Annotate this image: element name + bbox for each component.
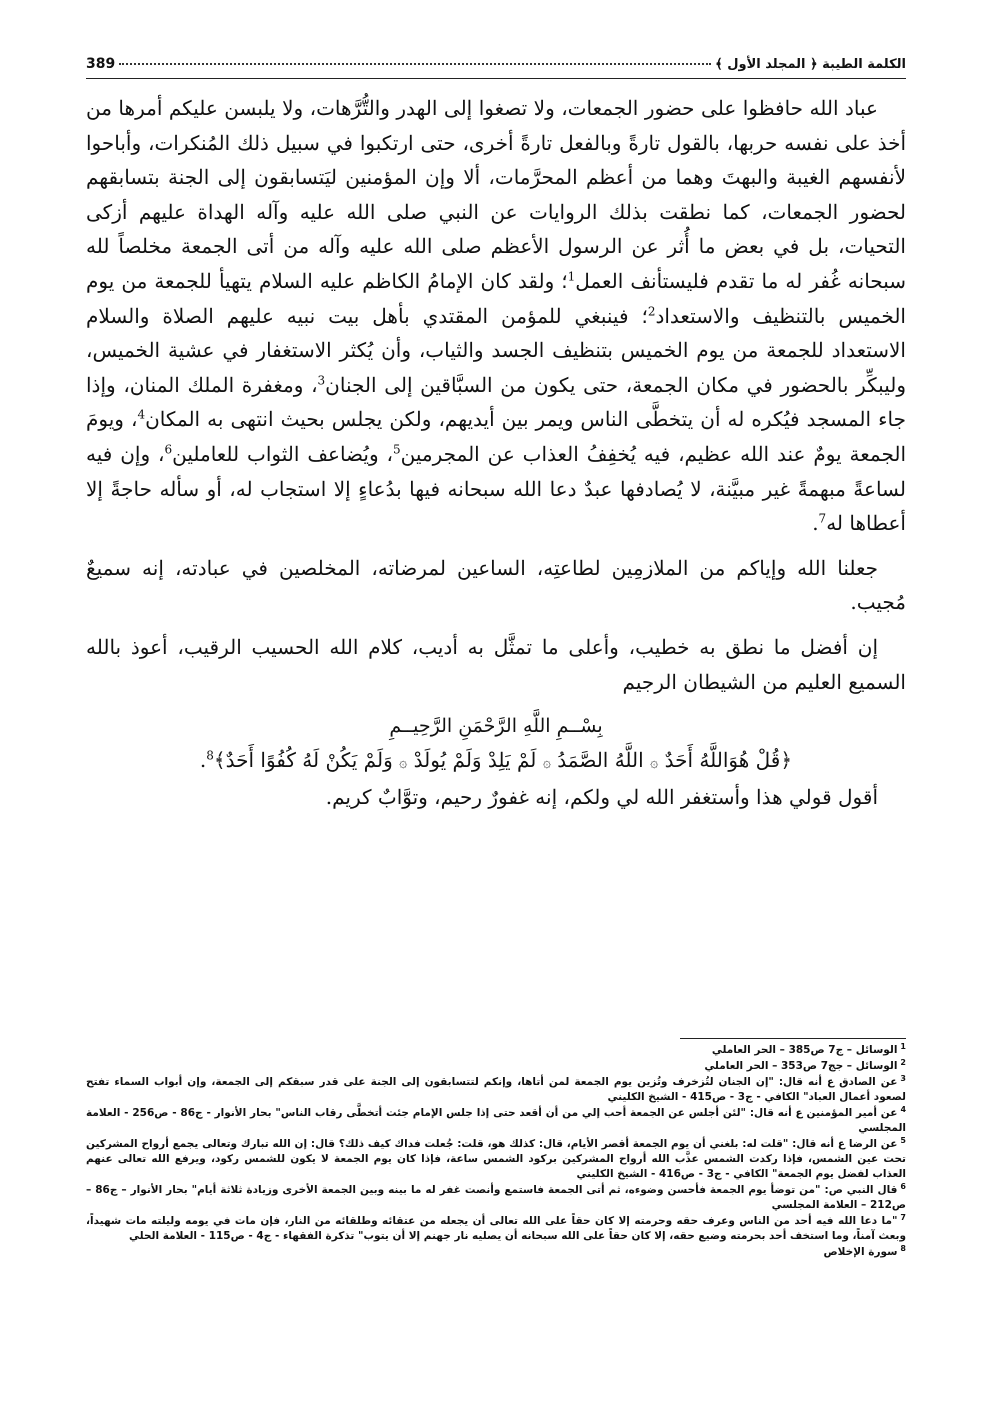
footnote-ref[interactable]: 8 [206,748,214,763]
verse-end: . [199,748,207,773]
text-run: ؛ ولقد كان الإمامُ الكاظم عليه السلام يتهيأ للجمعة من يوم الخميس بالتنظيف والاستعداد [86,268,906,328]
footnote-ref[interactable]: 4 [137,407,146,422]
footnote-number: 6 [900,1181,906,1191]
quran-block [86,709,906,780]
footnote-text: قال النبي ص: "من توضأ يوم الجمعة فأحسن وضوءه، ثم أتى الجمعة فاستمع وأنصت غفر له ما بينه وبين الجمعة الأخرى وزيادة ثلاثة أيام" بحار الأنوار – ج86 – ص212 – العلامة المجلسي [86,1184,906,1211]
footnote-ref[interactable]: 3 [317,373,326,388]
text-run: ، ويُضاعف الثواب للعاملين [172,441,393,466]
footnote-ref[interactable]: 6 [164,442,173,457]
paragraph-closing: أقول قولي هذا وأستغفر الله لي ولكم، إنه غفورٌ رحيم، وتوَّابٌ كريم. [325,785,878,810]
book-title: الكلمة الطيبة ﴿ المجلد الأول ﴾ [715,57,906,72]
footnote-item [86,1059,906,1074]
footnote-number: 3 [900,1073,906,1083]
ayah-separator-icon: ۞ [399,755,408,772]
footnote-ref[interactable]: 5 [392,442,401,457]
footnotes [86,1038,906,1261]
ayah: قُلْ هُوَاللَّهُ أَحَدٌ [664,748,781,773]
running-header [86,56,906,76]
paragraph-sermon [86,91,906,541]
ornate-bracket-open: ﴿ [780,748,793,773]
ayah-separator-icon: ۞ [650,755,659,772]
footnote-number: 4 [900,1104,907,1114]
footnote-number: 5 [900,1135,906,1145]
footnote-ref[interactable]: 2 [647,303,656,318]
footnote-text: الوسائل – جج7 ص353 – الحر العاملي [704,1060,898,1072]
footnote-item [86,1106,906,1136]
footnote-text: الوسائل – ج7 ص385 – الحر العاملي [711,1044,898,1056]
text-run: ، ومغفرة الملك المنان، وإذا جاء المسجد فيُكره له أن يتخطَّى الناس ويمر بين أيديهم، ولكن يجلس بحيث انتهى به المكان [86,372,906,432]
footnote-item [86,1137,906,1182]
footnote-number: 1 [900,1041,906,1051]
text-run: ؛ فينبغي للمؤمن المقتدي بأهل بيت نبيه عليهم الصلاة والسلام الاستعداد للجمعة من يوم الخميس بتنظيف الجسد والثياب، وأن يُكثر الاستغفار في عشية الخميس، وليبكِّر بالحضور في مكان الجمعة، حتى يكون من السبَّاقين إلى الجنان [86,303,906,397]
ornate-bracket-close: ﴾ [213,748,226,773]
dot-leader [119,63,711,65]
header-rule [86,78,906,79]
footnote-number: 8 [900,1243,906,1253]
ayah: لَمْ يَلِدْ وَلَمْ يُولَدْ [413,748,537,773]
footnote-item [86,1043,906,1058]
text-run: ، وإن فيه لساعةً مبهمةً غير مبيَّنة، لا يُصادفها عبدٌ دعا الله سبحانه فيها بدُعاءٍ إلا استجاب له، أو سأله حاجةً إلا أعطاها له [86,441,906,536]
footnote-ref[interactable]: 7 [818,511,827,526]
footnote-ref[interactable]: 1 [567,269,576,284]
footnote-text: عن الرضا ع أنه قال: "قلت له: بلغني أن يوم الجمعة أقصر الأيام، قال: كذلك هو، قلت: جُعلت فداك كيف ذلك؟ قال: إن الله تبارك وتعالى يجمع أرواح المشركين تحت عين الشمس، فإذا ركدت الشمس عذَّب الله أرواح المشركين بركود الشمس ساعة، فإذا كان يوم الجمعة لا يكون للشمس ركود، ويرفع الله تعالى عنهم العذاب لفضل يوم الجمعة" الكافي - ج3 - ص416 - الشيخ الكليني [86,1138,906,1180]
surah-verse [86,743,906,780]
paragraph-prayer: جعلنا الله وإياكم من الملازمِين لطاعتِه، الساعين لمرضاته، المخلصين في عبادته، إنه سميعٌ مُجيب. [86,555,906,615]
footnote-text: "ما دعا الله فيه أحد من الناس وعرف حقه وحرمته إلا كان حقاً على الله تعالى أن يجعله من عتقائه وطلقائه من النار، فإن مات في يومه وليلته مات شهيداً، وبعث آمناً، وما استخف أحد بحرمته وضيع حقه، إلا كان حقاً على الله سبحانه أن يصليه نار جهنم إلا أن يتوب" تذكرة الفقهاء - ج4 - ص115 - العلامة الحلي [86,1215,906,1242]
body-text [86,91,906,814]
footnote-item [86,1183,906,1213]
footnote-item [86,1245,906,1260]
footnote-text: عن أمير المؤمنين ع أنه قال: "لئن أجلس عن الجمعة أحب إلي من أن أقعد حتى إذا جلس الإمام جئت أتخطَّى رقاب الناس" بحار الأنوار - ج86 - ص256 - العلامة المجلسي [86,1107,906,1134]
footnote-rule [680,1038,906,1039]
text-run: ، ويومَ الجمعة يومٌ عند الله عظيم، فيه يُخفِفُ العذاب عن المجرمين [86,407,907,466]
footnote-item [86,1075,906,1105]
ayah: اللَّهُ الصَّمَدُ [557,748,644,773]
footnote-item [86,1214,906,1244]
paragraph-introduction: إن أفضل ما نطق به خطيب، وأعلى ما تمثَّل به أديب، كلام الله الحسيب الرقيب، أعوذ بالله السميع العليم من الشيطان الرجيم [86,634,906,694]
footnote-text: عن الصادق ع أنه قال: "إن الجنان لتُزخرف وتُزين يوم الجمعة لمن أتاها، وإنكم لتتسابقون إلى الجنة على قدر سبقكم إلى الجمعة، وإن أبواب السماء تفتح لصعود أعمال العباد" الكافي - ج3 - ص415 - الشيخ الكليني [86,1076,906,1103]
text-run: . [812,511,819,536]
basmala: بِسْــمِ اللَّهِ الرَّحْمَنِ الرَّحِيــمِ [389,715,603,738]
text-run: عباد الله حافظوا على حضور الجمعات، ولا تصغوا إلى الهدر والتُّرَّهات، ولا يلبسن عليكم أمرها من أخذ على نفسه حربها، بالقول تارةً وبالفعل تارةً أخرى، حتى ارتكبوا في سبيل ذلك المُنكرات، وأباحوا لأنفسهم الغيبة والبهتَ وهما من أعظم المحرَّمات، ألا وإن المؤمنين ليَتسابقون إلى الجنة بتسابقهم لحضور الجمعات، كما نطقت بذلك الروايات عن النبي صلى الله عليه وآله الهداة عليهم أزكى التحيات، بل في بعض ما أُثر عن الرسول الأعظم صلى الله عليه وآله من أتى الجمعة مخلصاً لله سبحانه غُفر له ما تقدم فليستأنف العمل [86,96,906,293]
ayah: وَلَمْ يَكُنْ لَهُ كُفُوًا أَحَدٌ [225,748,393,773]
footnote-text: سورة الإخلاص [823,1246,898,1258]
footnote-number: 2 [900,1057,906,1067]
footnote-number: 7 [900,1212,906,1222]
page-number: 389 [86,56,116,72]
ayah-separator-icon: ۞ [542,755,551,772]
